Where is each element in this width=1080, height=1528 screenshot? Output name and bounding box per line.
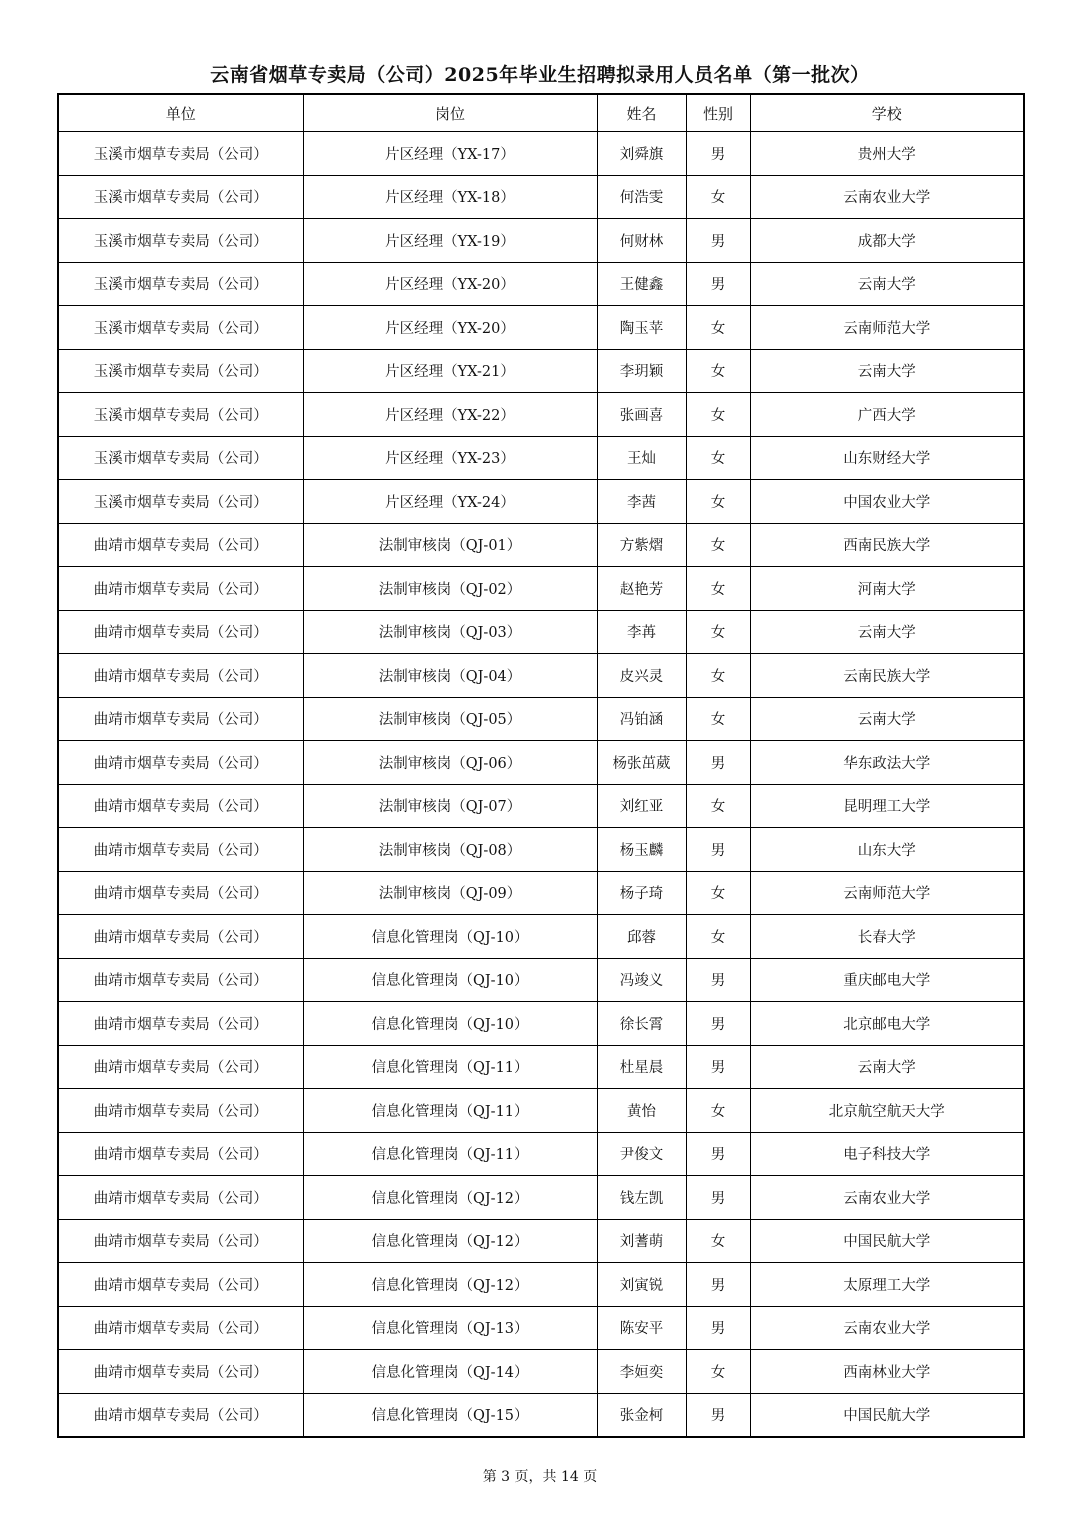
cell-name: 方紫熠: [597, 523, 686, 567]
cell-unit: 曲靖市烟草专卖局（公司）: [58, 654, 303, 698]
cell-school: 云南师范大学: [750, 306, 1024, 350]
cell-unit: 曲靖市烟草专卖局（公司）: [58, 871, 303, 915]
cell-name: 刘舜旗: [597, 132, 686, 176]
cell-school: 西南林业大学: [750, 1350, 1024, 1394]
cell-position: 片区经理（YX-21）: [303, 349, 597, 393]
cell-position: 片区经理（YX-19）: [303, 219, 597, 263]
cell-position: 法制审核岗（QJ-08）: [303, 828, 597, 872]
cell-unit: 曲靖市烟草专卖局（公司）: [58, 1176, 303, 1220]
table-row: [58, 654, 1024, 698]
cell-position: 法制审核岗（QJ-02）: [303, 567, 597, 611]
cell-position: 片区经理（YX-17）: [303, 132, 597, 176]
cell-unit: 曲靖市烟草专卖局（公司）: [58, 1306, 303, 1350]
cell-position: 信息化管理岗（QJ-14）: [303, 1350, 597, 1394]
cell-name: 李苒: [597, 610, 686, 654]
cell-unit: 曲靖市烟草专卖局（公司）: [58, 1393, 303, 1437]
column-header-gender: 性别: [686, 94, 750, 132]
cell-name: 李玥颖: [597, 349, 686, 393]
cell-position: 信息化管理岗（QJ-12）: [303, 1219, 597, 1263]
table-row: [58, 1132, 1024, 1176]
cell-gender: 女: [686, 523, 750, 567]
cell-name: 冯铂涵: [597, 697, 686, 741]
cell-school: 中国农业大学: [750, 480, 1024, 524]
cell-name: 钱左凯: [597, 1176, 686, 1220]
cell-school: 云南大学: [750, 262, 1024, 306]
cell-position: 法制审核岗（QJ-04）: [303, 654, 597, 698]
cell-gender: 女: [686, 393, 750, 437]
cell-position: 信息化管理岗（QJ-11）: [303, 1132, 597, 1176]
cell-name: 王灿: [597, 436, 686, 480]
cell-name: 尹俊文: [597, 1132, 686, 1176]
cell-gender: 女: [686, 610, 750, 654]
cell-position: 信息化管理岗（QJ-12）: [303, 1263, 597, 1307]
cell-gender: 男: [686, 1045, 750, 1089]
cell-position: 片区经理（YX-22）: [303, 393, 597, 437]
cell-name: 黄怡: [597, 1089, 686, 1133]
cell-gender: 女: [686, 784, 750, 828]
cell-school: 华东政法大学: [750, 741, 1024, 785]
cell-position: 信息化管理岗（QJ-11）: [303, 1045, 597, 1089]
cell-unit: 玉溪市烟草专卖局（公司）: [58, 175, 303, 219]
cell-name: 何财林: [597, 219, 686, 263]
cell-unit: 曲靖市烟草专卖局（公司）: [58, 567, 303, 611]
cell-unit: 曲靖市烟草专卖局（公司）: [58, 828, 303, 872]
cell-position: 法制审核岗（QJ-05）: [303, 697, 597, 741]
cell-gender: 女: [686, 654, 750, 698]
table-row: [58, 1045, 1024, 1089]
cell-school: 广西大学: [750, 393, 1024, 437]
cell-unit: 曲靖市烟草专卖局（公司）: [58, 1350, 303, 1394]
cell-school: 贵州大学: [750, 132, 1024, 176]
cell-unit: 曲靖市烟草专卖局（公司）: [58, 1219, 303, 1263]
cell-gender: 女: [686, 436, 750, 480]
cell-position: 信息化管理岗（QJ-10）: [303, 958, 597, 1002]
cell-gender: 男: [686, 1002, 750, 1046]
cell-school: 北京邮电大学: [750, 1002, 1024, 1046]
table-row: [58, 915, 1024, 959]
table-row: [58, 1089, 1024, 1133]
cell-unit: 曲靖市烟草专卖局（公司）: [58, 610, 303, 654]
table-row: [58, 958, 1024, 1002]
cell-gender: 男: [686, 1393, 750, 1437]
cell-name: 张金柯: [597, 1393, 686, 1437]
cell-gender: 男: [686, 741, 750, 785]
table-row: [58, 1176, 1024, 1220]
cell-unit: 玉溪市烟草专卖局（公司）: [58, 219, 303, 263]
cell-name: 杨张茁葳: [597, 741, 686, 785]
cell-name: 刘红亚: [597, 784, 686, 828]
cell-unit: 曲靖市烟草专卖局（公司）: [58, 1089, 303, 1133]
table-row: [58, 523, 1024, 567]
table-row: [58, 871, 1024, 915]
cell-unit: 玉溪市烟草专卖局（公司）: [58, 262, 303, 306]
table-header-row: [58, 94, 1024, 132]
cell-unit: 玉溪市烟草专卖局（公司）: [58, 436, 303, 480]
table-row: [58, 306, 1024, 350]
cell-position: 法制审核岗（QJ-03）: [303, 610, 597, 654]
cell-school: 西南民族大学: [750, 523, 1024, 567]
roster-table: [57, 93, 1025, 1438]
cell-gender: 男: [686, 262, 750, 306]
cell-position: 片区经理（YX-24）: [303, 480, 597, 524]
cell-gender: 男: [686, 828, 750, 872]
cell-school: 云南师范大学: [750, 871, 1024, 915]
cell-gender: 女: [686, 1219, 750, 1263]
cell-school: 云南农业大学: [750, 1176, 1024, 1220]
cell-school: 中国民航大学: [750, 1219, 1024, 1263]
table-row: [58, 1393, 1024, 1437]
cell-position: 法制审核岗（QJ-01）: [303, 523, 597, 567]
table-row: [58, 393, 1024, 437]
table-row: [58, 1263, 1024, 1307]
table-row: [58, 219, 1024, 263]
cell-name: 赵艳芳: [597, 567, 686, 611]
cell-gender: 女: [686, 1350, 750, 1394]
cell-gender: 男: [686, 1176, 750, 1220]
table-row: [58, 697, 1024, 741]
cell-gender: 女: [686, 871, 750, 915]
cell-school: 中国民航大学: [750, 1393, 1024, 1437]
table-row: [58, 436, 1024, 480]
cell-unit: 曲靖市烟草专卖局（公司）: [58, 958, 303, 1002]
cell-unit: 曲靖市烟草专卖局（公司）: [58, 1132, 303, 1176]
cell-unit: 曲靖市烟草专卖局（公司）: [58, 915, 303, 959]
cell-position: 信息化管理岗（QJ-11）: [303, 1089, 597, 1133]
cell-unit: 玉溪市烟草专卖局（公司）: [58, 132, 303, 176]
cell-unit: 玉溪市烟草专卖局（公司）: [58, 349, 303, 393]
cell-unit: 曲靖市烟草专卖局（公司）: [58, 523, 303, 567]
table-row: [58, 1219, 1024, 1263]
cell-position: 法制审核岗（QJ-06）: [303, 741, 597, 785]
cell-gender: 男: [686, 1306, 750, 1350]
cell-name: 杜星晨: [597, 1045, 686, 1089]
cell-school: 云南大学: [750, 1045, 1024, 1089]
cell-school: 成都大学: [750, 219, 1024, 263]
cell-school: 山东大学: [750, 828, 1024, 872]
cell-name: 皮兴灵: [597, 654, 686, 698]
table-row: [58, 175, 1024, 219]
cell-unit: 曲靖市烟草专卖局（公司）: [58, 784, 303, 828]
page-footer: 第 3 页，共 14 页: [482, 1469, 598, 1485]
table-row: [58, 132, 1024, 176]
cell-gender: 女: [686, 480, 750, 524]
cell-position: 信息化管理岗（QJ-15）: [303, 1393, 597, 1437]
cell-unit: 曲靖市烟草专卖局（公司）: [58, 1045, 303, 1089]
cell-school: 云南民族大学: [750, 654, 1024, 698]
cell-position: 法制审核岗（QJ-09）: [303, 871, 597, 915]
cell-position: 信息化管理岗（QJ-10）: [303, 1002, 597, 1046]
cell-position: 片区经理（YX-20）: [303, 262, 597, 306]
cell-gender: 女: [686, 567, 750, 611]
cell-school: 云南农业大学: [750, 1306, 1024, 1350]
cell-name: 杨玉麟: [597, 828, 686, 872]
cell-gender: 女: [686, 306, 750, 350]
cell-school: 电子科技大学: [750, 1132, 1024, 1176]
cell-unit: 曲靖市烟草专卖局（公司）: [58, 1002, 303, 1046]
table-body: [58, 132, 1024, 1438]
cell-unit: 玉溪市烟草专卖局（公司）: [58, 393, 303, 437]
cell-position: 信息化管理岗（QJ-13）: [303, 1306, 597, 1350]
cell-position: 片区经理（YX-23）: [303, 436, 597, 480]
cell-gender: 女: [686, 1089, 750, 1133]
cell-school: 云南大学: [750, 697, 1024, 741]
page-title: 云南省烟草专卖局（公司）2025年毕业生招聘拟录用人员名单（第一批次）: [210, 64, 870, 86]
cell-name: 邱蓉: [597, 915, 686, 959]
cell-gender: 女: [686, 349, 750, 393]
cell-name: 王健鑫: [597, 262, 686, 306]
cell-unit: 曲靖市烟草专卖局（公司）: [58, 1263, 303, 1307]
table-row: [58, 262, 1024, 306]
cell-school: 重庆邮电大学: [750, 958, 1024, 1002]
cell-school: 河南大学: [750, 567, 1024, 611]
cell-school: 昆明理工大学: [750, 784, 1024, 828]
cell-gender: 男: [686, 1132, 750, 1176]
table-row: [58, 480, 1024, 524]
cell-school: 长春大学: [750, 915, 1024, 959]
cell-position: 法制审核岗（QJ-07）: [303, 784, 597, 828]
table-row: [58, 567, 1024, 611]
cell-gender: 女: [686, 915, 750, 959]
cell-name: 刘寅锐: [597, 1263, 686, 1307]
table-row: [58, 828, 1024, 872]
cell-school: 太原理工大学: [750, 1263, 1024, 1307]
table-row: [58, 1350, 1024, 1394]
cell-name: 张画喜: [597, 393, 686, 437]
table-row: [58, 741, 1024, 785]
cell-school: 云南农业大学: [750, 175, 1024, 219]
column-header-school: 学校: [750, 94, 1024, 132]
cell-unit: 曲靖市烟草专卖局（公司）: [58, 741, 303, 785]
column-header-position: 岗位: [303, 94, 597, 132]
cell-name: 刘蓍萌: [597, 1219, 686, 1263]
cell-name: 杨子琦: [597, 871, 686, 915]
cell-gender: 女: [686, 697, 750, 741]
column-header-name: 姓名: [597, 94, 686, 132]
cell-unit: 玉溪市烟草专卖局（公司）: [58, 480, 303, 524]
cell-name: 徐长霄: [597, 1002, 686, 1046]
cell-name: 陶玉苹: [597, 306, 686, 350]
cell-gender: 男: [686, 1263, 750, 1307]
table-row: [58, 610, 1024, 654]
cell-position: 信息化管理岗（QJ-10）: [303, 915, 597, 959]
cell-gender: 女: [686, 175, 750, 219]
table-row: [58, 1306, 1024, 1350]
table-row: [58, 349, 1024, 393]
cell-unit: 曲靖市烟草专卖局（公司）: [58, 697, 303, 741]
cell-gender: 男: [686, 958, 750, 1002]
cell-school: 北京航空航天大学: [750, 1089, 1024, 1133]
cell-position: 片区经理（YX-18）: [303, 175, 597, 219]
cell-position: 信息化管理岗（QJ-12）: [303, 1176, 597, 1220]
cell-name: 李茜: [597, 480, 686, 524]
table-row: [58, 784, 1024, 828]
cell-name: 冯竣义: [597, 958, 686, 1002]
cell-name: 何浩雯: [597, 175, 686, 219]
cell-school: 云南大学: [750, 610, 1024, 654]
column-header-unit: 单位: [58, 94, 303, 132]
cell-position: 片区经理（YX-20）: [303, 306, 597, 350]
cell-gender: 男: [686, 132, 750, 176]
cell-unit: 玉溪市烟草专卖局（公司）: [58, 306, 303, 350]
cell-school: 云南大学: [750, 349, 1024, 393]
cell-name: 李姮奕: [597, 1350, 686, 1394]
table-row: [58, 1002, 1024, 1046]
cell-name: 陈安平: [597, 1306, 686, 1350]
cell-school: 山东财经大学: [750, 436, 1024, 480]
cell-gender: 男: [686, 219, 750, 263]
